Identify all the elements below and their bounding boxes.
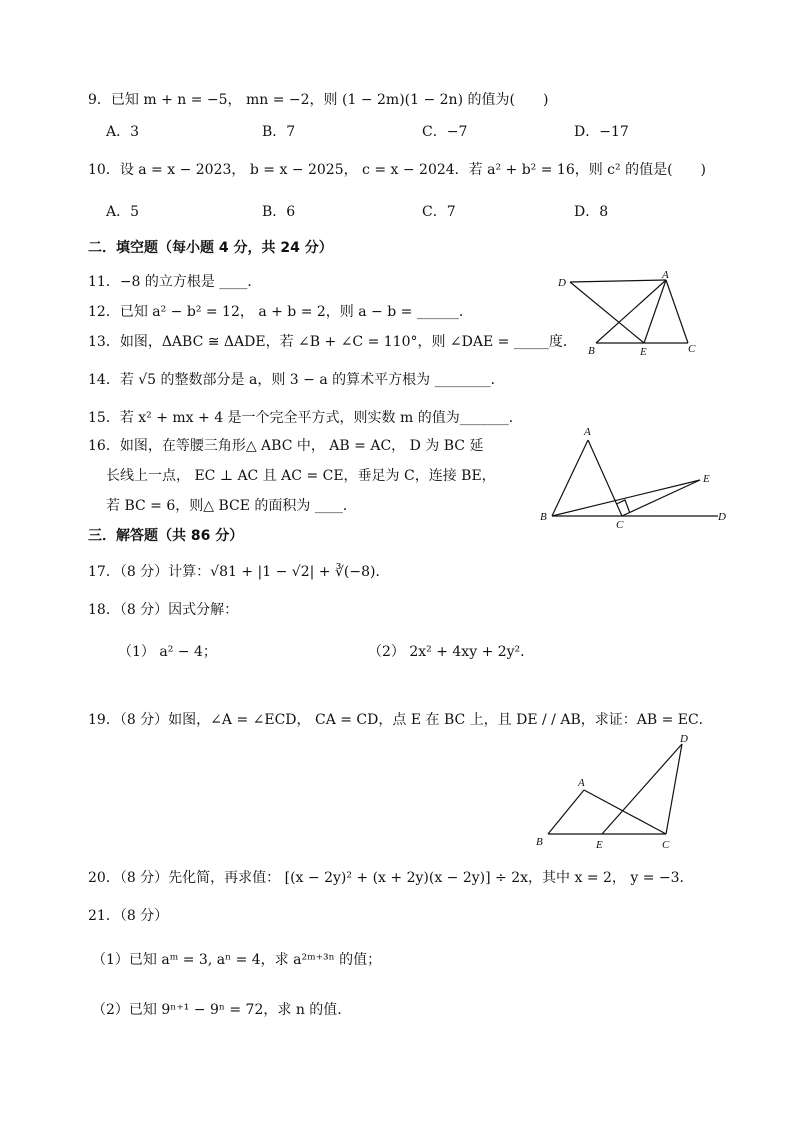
question-10-text: 10．设 a = x − 2023， b = x − 2025， c = x − 2024．若 a² + b² = 16，则 c² 的值是( ) <box>88 162 707 178</box>
label-c: C <box>616 519 624 531</box>
question-21: 21．（8 分） <box>88 908 169 924</box>
q9-option-a: A．3 <box>106 124 140 140</box>
q10-option-a: A．5 <box>106 204 140 220</box>
label-b: B <box>540 511 547 523</box>
question-11: 11．−8 的立方根是 ____． <box>88 274 262 290</box>
question-14: 14．若 √5 的整数部分是 a，则 3 − a 的算术平方根为 ________． <box>88 372 505 388</box>
figure-q19 <box>530 730 700 854</box>
label-e: E <box>640 346 647 358</box>
q10-option-d: D．8 <box>574 204 609 220</box>
question-16-line-3: 若 BC = 6，则△ BCE 的面积为 ____． <box>106 498 357 514</box>
question-20: 20．（8 分）先化简，再求值： [(x − 2y)² + (x + 2y)(x − 2y)] ÷ 2x，其中 x = 2， y = −3． <box>88 870 694 886</box>
question-19: 19．（8 分）如图，∠A = ∠ECD， CA = CD，点 E 在 BC 上，且 DE / / AB，求证：AB = EC． <box>88 712 713 728</box>
question-15: 15．若 x² + mx + 4 是一个完全平方式，则实数 m 的值为_______． <box>88 410 523 426</box>
label-a: A <box>662 269 669 281</box>
label-a: A <box>578 777 585 789</box>
label-d: D <box>680 733 688 745</box>
label-a: A <box>584 426 591 438</box>
question-18: 18．（8 分）因式分解： <box>88 602 239 618</box>
label-b: B <box>588 345 595 357</box>
question-16-line-2: 长线上一点， EC ⊥ AC 且 AC = CE，垂足为 C，连接 BE， <box>106 468 496 484</box>
question-12: 12．已知 a² − b² = 12， a + b = 2，则 a − b = ______． <box>88 304 473 320</box>
label-d: D <box>718 511 726 523</box>
section-2-title: 二．填空题（每小题 4 分，共 24 分） <box>88 240 333 256</box>
question-21-part-1: （1）已知 aᵐ = 3, aⁿ = 4，求 a²ᵐ⁺³ⁿ 的值； <box>92 952 382 968</box>
q9-option-b: B．7 <box>262 124 296 140</box>
label-c: C <box>688 343 696 355</box>
question-17: 17．（8 分）计算：√81 + |1 − √2| + ∛(−8)． <box>88 564 390 580</box>
q9-option-d: D．−17 <box>574 124 629 140</box>
question-9-text: 9．已知 m + n = −5， mn = −2，则 (1 − 2m)(1 − 2n) 的值为( ) <box>88 92 549 108</box>
label-e: E <box>703 473 710 485</box>
figure-q13 <box>552 266 708 358</box>
q9-option-c: C．−7 <box>422 124 468 140</box>
question-16-line-1: 16．如图，在等腰三角形△ ABC 中， AB = AC， D 为 BC 延 <box>88 438 484 454</box>
label-b: B <box>536 836 543 848</box>
q10-option-c: C．7 <box>422 204 456 220</box>
question-18-part-2: （2） 2x² + 4xy + 2y²． <box>368 644 535 660</box>
question-21-part-2: （2）已知 9ⁿ⁺¹ − 9ⁿ = 72，求 n 的值. <box>92 1002 342 1018</box>
section-3-title: 三．解答题（共 86 分） <box>88 528 244 544</box>
label-c: C <box>662 839 670 851</box>
q10-option-b: B．6 <box>262 204 296 220</box>
question-18-part-1: （1） a² − 4； <box>118 644 217 660</box>
question-13: 13．如图，ΔABC ≅ ΔADE，若 ∠B + ∠C = 110°，则 ∠DAE = _____度． <box>88 334 577 350</box>
label-d: D <box>558 277 566 289</box>
label-e: E <box>596 839 603 851</box>
figure-q16 <box>536 424 736 532</box>
